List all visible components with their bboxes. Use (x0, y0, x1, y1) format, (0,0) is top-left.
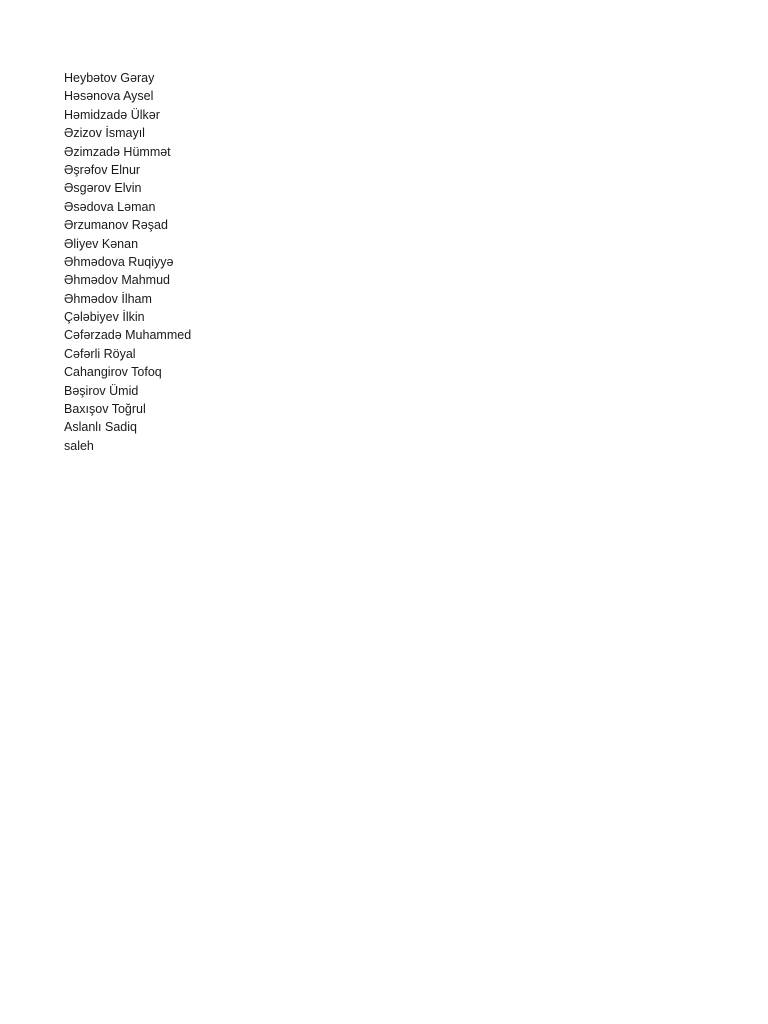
list-item: Həmidzadə Ülkər (64, 107, 160, 122)
list-item: Baxışov Toğrul (64, 402, 146, 417)
list-item: Əşrəfov Elnur (64, 162, 141, 177)
list-item: Həsənova Aysel (64, 89, 154, 104)
list-item: Əhmədov İlham (64, 291, 152, 306)
list-item: Cəfərzadə Muhammed (64, 328, 192, 343)
list-item: Cahangirov Tofoq (64, 365, 162, 380)
list-item: Ərzumanov Rəşad (64, 218, 168, 233)
list-item: Əliyev Kənan (64, 236, 139, 251)
list-item: Əzimzadə Hümmət (64, 144, 171, 159)
list-item: Bəşirov Ümid (64, 383, 139, 398)
list-item: Cəfərli Röyal (64, 346, 136, 361)
list-item: Əhmədov Mahmud (64, 273, 170, 288)
list-item: Çələbiyev İlkin (64, 310, 145, 325)
list-item: Heybətov Gəray (64, 71, 155, 85)
list-item: Aslanlı Sadiq (64, 420, 137, 435)
list-item: Əzizov İsmayıl (64, 126, 145, 141)
list-item: Əsgərov Elvin (64, 181, 142, 196)
name-list (64, 69, 191, 455)
list-item: Əsədova Ləman (64, 199, 156, 214)
list-item: saleh (64, 438, 94, 453)
list-item: Əhmədova Ruqiyyə (64, 254, 174, 269)
